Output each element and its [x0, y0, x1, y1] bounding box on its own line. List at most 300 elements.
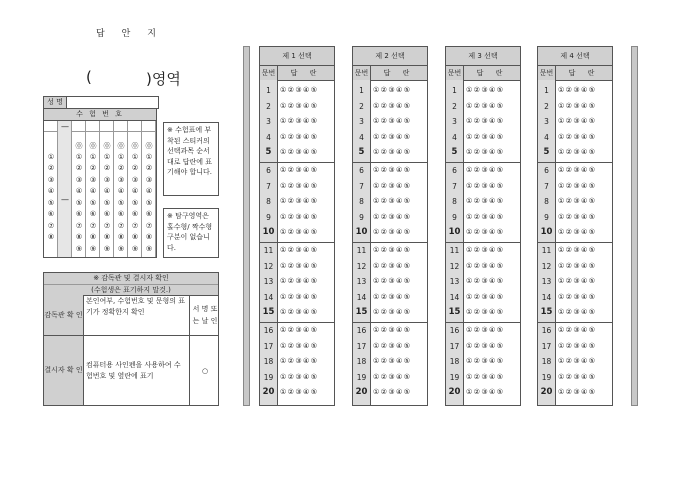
question-row: [538, 145, 612, 161]
answer-bubbles[interactable]: ①②③④⑤: [558, 132, 597, 141]
question-number: 10: [262, 227, 275, 238]
answer-bubbles[interactable]: ①②③④⑤: [280, 341, 319, 350]
question-row: [353, 194, 427, 210]
answer-bubbles[interactable]: ①②③④⑤: [280, 277, 319, 286]
answer-bubbles[interactable]: ①②③④⑤: [558, 86, 597, 94]
question-number: 10: [540, 227, 553, 238]
exam-digit-bubble[interactable]: ⑤: [89, 198, 97, 207]
answer-bubbles[interactable]: ①②③④⑤: [558, 212, 597, 221]
question-number: 18: [356, 357, 367, 367]
right-border-bar: [631, 46, 638, 406]
answer-bubbles[interactable]: ①②③④⑤: [466, 117, 505, 126]
answer-bubbles[interactable]: ①②③④⑤: [373, 101, 412, 110]
question-number: 5: [451, 147, 458, 158]
question-row: [446, 179, 520, 195]
panel-title: 제 4 선택: [538, 47, 612, 66]
question-row: [353, 179, 427, 195]
exam-digit-bubble[interactable]: ③: [89, 175, 97, 184]
sheet-title: [96, 26, 156, 39]
answer-bubbles[interactable]: ①②③④⑤: [280, 357, 319, 366]
question-row: [353, 305, 427, 321]
question-number: 3: [544, 117, 549, 127]
answer-bubbles[interactable]: ①②③④⑤: [280, 388, 319, 397]
exam-digit-bubble[interactable]: ⑦: [75, 221, 83, 230]
question-row: [538, 243, 612, 259]
answer-bubbles[interactable]: ①②③④⑤: [373, 228, 412, 237]
answer-bubbles[interactable]: ①②③④⑤: [466, 86, 505, 94]
answer-bubbles[interactable]: ①②③④⑤: [373, 181, 412, 190]
question-row: [260, 145, 334, 161]
exam-digit-bubble[interactable]: ④: [131, 187, 139, 195]
supervisor-subheader: (수험생은 표기하지 말것.): [44, 285, 218, 296]
question-row: [260, 385, 334, 401]
question-number: 6: [544, 166, 549, 175]
question-row: [538, 194, 612, 210]
question-row: [538, 163, 612, 179]
absentee-label: 결시자 확 인: [44, 336, 84, 405]
answer-panel: [537, 46, 613, 406]
answer-bubbles[interactable]: ①②③④⑤: [466, 197, 505, 206]
exam-digit-bubble[interactable]: ⑥: [117, 210, 125, 218]
question-number: 15: [355, 307, 368, 318]
answer-bubbles[interactable]: ①②③④⑤: [558, 388, 597, 397]
exam-digit-bubble[interactable]: ⑨: [131, 244, 139, 253]
exam-digit-bubble[interactable]: ①: [131, 152, 139, 161]
panel-title: 제 1 선택: [260, 47, 334, 66]
question-number: 7: [266, 181, 271, 191]
answer-bubbles[interactable]: ①②③④⑤: [373, 357, 412, 366]
question-row: [446, 370, 520, 386]
panel-title: 제 3 선택: [446, 47, 520, 66]
absentee-text: 컴퓨터용 사인펜을 사용하여 수험번호 및 옆란에 표기: [84, 336, 190, 405]
exam-digit-bubble[interactable]: ⑦: [117, 221, 125, 230]
question-number: 7: [544, 181, 549, 191]
answer-bubbles[interactable]: ①②③④⑤: [373, 341, 412, 350]
answer-bubbles[interactable]: ①②③④⑤: [373, 388, 412, 397]
exam-digit-bubble[interactable]: ⑥: [145, 210, 153, 218]
question-row: [538, 130, 612, 146]
exam-digit-bubble[interactable]: ⑥: [103, 210, 111, 218]
exam-digit-bubble[interactable]: ②: [145, 164, 153, 172]
answer-bubbles[interactable]: ①②③④⑤: [466, 357, 505, 366]
exam-digit-bubble[interactable]: ⑥: [47, 210, 55, 218]
exam-digit-bubble[interactable]: ⑤: [103, 198, 111, 207]
exam-digit-bubble[interactable]: ②: [117, 164, 125, 172]
answer-bubbles[interactable]: ①②③④⑤: [280, 117, 319, 126]
question-row: [446, 323, 520, 339]
exam-digit-bubble[interactable]: ③: [117, 175, 125, 184]
question-row: [260, 130, 334, 146]
question-number: 8: [544, 197, 549, 207]
exam-digit-bubble[interactable]: ③: [47, 175, 55, 184]
supervisor-text: 본인여부, 수험번호 및 문형의 표기가 정확한지 확인: [84, 295, 190, 335]
exam-digit-bubble[interactable]: ④: [103, 187, 111, 195]
answer-bubbles[interactable]: ①②③④⑤: [466, 292, 505, 301]
exam-digit-bubble[interactable]: ④: [145, 187, 153, 195]
question-row: [353, 354, 427, 370]
answer-bubbles[interactable]: ①②③④⑤: [373, 292, 412, 301]
question-number: 2: [266, 101, 271, 111]
question-number-header: 문번: [260, 66, 278, 80]
question-row: [353, 83, 427, 99]
answer-bubbles[interactable]: ①②③④⑤: [466, 148, 505, 157]
question-number: 8: [266, 197, 271, 207]
question-row: [260, 323, 334, 339]
question-number: 20: [262, 387, 275, 398]
exam-digit-bubble[interactable]: ⑨: [103, 244, 111, 253]
subject-label: )영역: [146, 70, 181, 88]
question-number: 3: [452, 117, 457, 127]
question-number: 9: [359, 212, 364, 222]
question-row: [446, 210, 520, 226]
question-row: [538, 210, 612, 226]
question-number: 2: [544, 101, 549, 111]
question-number: 5: [358, 147, 365, 158]
exam-digit-bubble[interactable]: ⑤: [117, 198, 125, 207]
question-number: 16: [449, 326, 460, 335]
question-number: 13: [541, 277, 552, 287]
exam-digit-bubble[interactable]: ①: [145, 152, 153, 161]
question-row: [353, 385, 427, 401]
question-row: [446, 130, 520, 146]
question-number: 9: [452, 212, 457, 222]
question-number: 16: [356, 326, 367, 335]
question-row: [538, 339, 612, 355]
exam-digit-bubble[interactable]: ⑦: [103, 221, 111, 230]
answer-bubbles[interactable]: ①②③④⑤: [558, 101, 597, 110]
answer-bubbles[interactable]: ①②③④⑤: [373, 117, 412, 126]
answer-bubbles[interactable]: ①②③④⑤: [280, 261, 319, 270]
exam-digit-bubble[interactable]: ⓪: [117, 142, 125, 150]
question-number: 18: [449, 357, 460, 367]
question-number: 1: [452, 86, 457, 95]
question-row: [260, 99, 334, 115]
exam-digit-bubble[interactable]: ⑨: [145, 244, 153, 253]
exam-digit-bubble[interactable]: ⑤: [75, 198, 83, 207]
question-row: [260, 114, 334, 130]
question-number: 3: [266, 117, 271, 127]
answer-bubbles[interactable]: ①②③④⑤: [280, 166, 319, 174]
exam-digit-bubble[interactable]: ⑦: [145, 221, 153, 230]
answer-bubbles[interactable]: ①②③④⑤: [558, 372, 597, 381]
exam-digit-bubble[interactable]: ②: [103, 164, 111, 172]
answer-bubbles[interactable]: ①②③④⑤: [466, 212, 505, 221]
answer-bubbles[interactable]: ①②③④⑤: [558, 166, 597, 174]
sticker-order-note: ※ 수험표에 부착된 스티커의 선택과목 순서대로 답란에 표기해야 합니다.: [163, 122, 219, 196]
answer-bubbles[interactable]: ①②③④⑤: [466, 166, 505, 174]
title-char: 지: [147, 29, 156, 39]
question-number: 6: [266, 166, 271, 175]
answer-bubbles[interactable]: ①②③④⑤: [373, 277, 412, 286]
answer-bubbles[interactable]: ①②③④⑤: [558, 261, 597, 270]
exam-digit-bubble[interactable]: ①: [117, 152, 125, 161]
question-number-header: 문번: [538, 66, 556, 80]
answer-bubbles[interactable]: ①②③④⑤: [558, 341, 597, 350]
exam-digit-bubble[interactable]: ⑥: [75, 210, 83, 218]
exam-digit-bubble[interactable]: ④: [117, 187, 125, 195]
answer-bubbles[interactable]: ①②③④⑤: [280, 308, 319, 317]
answer-bubbles[interactable]: ①②③④⑤: [373, 166, 412, 174]
panel-header: [353, 66, 427, 81]
exam-digit-bubble[interactable]: ⑥: [89, 210, 97, 218]
exam-digit-bubble[interactable]: ②: [75, 164, 83, 172]
answer-bubbles[interactable]: ①②③④⑤: [466, 181, 505, 190]
exam-digit-bubble[interactable]: ⑧: [47, 233, 55, 241]
exam-digit-bubble[interactable]: ⑤: [145, 198, 153, 207]
exam-digit-bubble[interactable]: ⑦: [131, 221, 139, 230]
answer-bubbles[interactable]: ①②③④⑤: [558, 148, 597, 157]
question-row: [538, 99, 612, 115]
exam-number-grid[interactable]: [43, 108, 157, 258]
panel-header: [260, 66, 334, 81]
exam-digit-bubble[interactable]: ④: [89, 187, 97, 195]
question-number: 4: [359, 132, 364, 142]
question-number: 10: [448, 227, 461, 238]
exam-digit-bubble[interactable]: ⑧: [117, 233, 125, 241]
question-row: [446, 145, 520, 161]
question-row: [353, 290, 427, 306]
question-row: [446, 339, 520, 355]
answer-bubbles[interactable]: ①②③④⑤: [558, 308, 597, 317]
answer-bubbles[interactable]: ①②③④⑤: [280, 181, 319, 190]
absentee-row: [44, 336, 218, 405]
answer-bubbles[interactable]: ①②③④⑤: [373, 308, 412, 317]
exam-digit-bubble[interactable]: ④: [75, 187, 83, 195]
question-row: [446, 354, 520, 370]
question-row: [353, 274, 427, 290]
answer-panel: [445, 46, 521, 406]
panel-header: [446, 66, 520, 81]
question-row: [353, 259, 427, 275]
answer-bubbles[interactable]: ①②③④⑤: [373, 212, 412, 221]
question-row: [353, 339, 427, 355]
supervisor-header: ※ 감독관 및 결시자 확인: [44, 273, 218, 285]
answer-bubbles[interactable]: ①②③④⑤: [373, 197, 412, 206]
answer-bubbles[interactable]: ①②③④⑤: [558, 197, 597, 206]
panel-title: 제 2 선택: [353, 47, 427, 66]
form-type-note: ※ 탐구영역은 홀수형/ 짝수형 구분이 없습니다.: [163, 208, 219, 258]
answer-bubbles[interactable]: ①②③④⑤: [558, 246, 597, 254]
answer-bubbles[interactable]: ①②③④⑤: [280, 228, 319, 237]
question-number: 18: [541, 357, 552, 367]
question-number: 2: [359, 101, 364, 111]
exam-digit-bubble[interactable]: ③: [145, 175, 153, 184]
answer-header: 답 란: [568, 69, 600, 77]
question-row: [260, 354, 334, 370]
exam-digit-bubble[interactable]: ⓪: [145, 142, 153, 150]
answer-bubbles[interactable]: ①②③④⑤: [280, 86, 319, 94]
question-row: [353, 243, 427, 259]
question-number: 1: [359, 86, 364, 95]
question-number: 17: [263, 341, 274, 351]
answer-panel: [352, 46, 428, 406]
question-number: 17: [449, 341, 460, 351]
answer-bubbles[interactable]: ①②③④⑤: [280, 292, 319, 301]
left-border-bar: [243, 46, 250, 406]
question-row: [446, 305, 520, 321]
exam-digit-bubble[interactable]: ⑧: [131, 233, 139, 241]
answer-bubbles[interactable]: ①②③④⑤: [558, 326, 597, 334]
answer-bubbles[interactable]: ①②③④⑤: [466, 308, 505, 317]
answer-bubbles[interactable]: ①②③④⑤: [373, 326, 412, 334]
exam-digit-bubble[interactable]: ⑧: [145, 233, 153, 241]
exam-digit-bubble[interactable]: ⑨: [117, 244, 125, 253]
question-number: 5: [265, 147, 272, 158]
answer-bubbles[interactable]: ①②③④⑤: [466, 277, 505, 286]
question-number: 8: [359, 197, 364, 207]
answer-bubbles[interactable]: ①②③④⑤: [466, 261, 505, 270]
answer-bubbles[interactable]: ①②③④⑤: [466, 372, 505, 381]
question-number: 12: [263, 261, 274, 271]
answer-bubbles[interactable]: ①②③④⑤: [558, 277, 597, 286]
question-number: 11: [356, 246, 367, 255]
question-number: 11: [541, 246, 552, 255]
answer-bubbles[interactable]: ①②③④⑤: [280, 101, 319, 110]
question-row: [353, 145, 427, 161]
question-row: [353, 130, 427, 146]
answer-bubbles[interactable]: ①②③④⑤: [466, 228, 505, 237]
exam-digit-bubble[interactable]: ②: [131, 164, 139, 172]
exam-digit-bubble[interactable]: ⑦: [47, 221, 55, 230]
answer-bubbles[interactable]: ①②③④⑤: [280, 148, 319, 157]
question-number: 20: [355, 387, 368, 398]
question-row: [538, 179, 612, 195]
question-number: 6: [359, 166, 364, 175]
question-row: [538, 385, 612, 401]
question-number: 11: [449, 246, 460, 255]
question-number: 17: [356, 341, 367, 351]
supervisor-confirmation: [43, 272, 219, 406]
question-row: [260, 83, 334, 99]
exam-digit-bubble[interactable]: ⑧: [103, 233, 111, 241]
exam-digit-bubble[interactable]: ⑦: [89, 221, 97, 230]
exam-digit-bubble[interactable]: ③: [131, 175, 139, 184]
question-number: 4: [544, 132, 549, 142]
exam-digit-bubble[interactable]: ⓪: [75, 142, 83, 150]
question-row: [353, 225, 427, 241]
exam-digit-bubble[interactable]: ⑨: [89, 244, 97, 253]
exam-digit-bubble[interactable]: ②: [47, 164, 55, 172]
exam-digit-bubble[interactable]: ③: [103, 175, 111, 184]
exam-digit-bubble[interactable]: ⓪: [89, 142, 97, 150]
subject-open: (: [86, 68, 92, 86]
exam-dash: —: [61, 195, 69, 204]
exam-digit-bubble[interactable]: ①: [103, 152, 111, 161]
question-number: 1: [266, 86, 271, 95]
answer-bubbles[interactable]: ①②③④⑤: [558, 181, 597, 190]
answer-bubbles[interactable]: ①②③④⑤: [558, 357, 597, 366]
exam-digit-bubble[interactable]: ⑤: [47, 198, 55, 207]
question-number: 9: [544, 212, 549, 222]
question-row: [260, 210, 334, 226]
answer-bubbles[interactable]: ①②③④⑤: [466, 388, 505, 397]
question-row: [446, 259, 520, 275]
exam-digit-bubble[interactable]: ⓪: [131, 142, 139, 150]
answer-bubbles[interactable]: ①②③④⑤: [280, 197, 319, 206]
exam-digit-bubble[interactable]: ④: [47, 187, 55, 195]
exam-digit-bubble[interactable]: ⓪: [103, 142, 111, 150]
answer-bubbles[interactable]: ①②③④⑤: [466, 326, 505, 334]
exam-digit-bubble[interactable]: ⑨: [75, 244, 83, 253]
question-row: [260, 179, 334, 195]
supervisor-row: [44, 295, 218, 336]
question-number: 14: [263, 292, 274, 302]
question-row: [353, 370, 427, 386]
exam-digit-bubble[interactable]: ⑧: [89, 233, 97, 241]
question-row: [260, 290, 334, 306]
question-row: [538, 305, 612, 321]
answer-bubbles[interactable]: ①②③④⑤: [466, 341, 505, 350]
answer-bubbles[interactable]: ①②③④⑤: [466, 246, 505, 254]
question-row: [446, 225, 520, 241]
question-row: [538, 290, 612, 306]
question-number: 3: [359, 117, 364, 127]
question-number: 7: [452, 181, 457, 191]
answer-bubbles[interactable]: ①②③④⑤: [373, 148, 412, 157]
answer-bubbles[interactable]: ①②③④⑤: [280, 246, 319, 254]
question-number: 13: [449, 277, 460, 287]
answer-bubbles[interactable]: ①②③④⑤: [558, 228, 597, 237]
exam-number-label: 수 험 번 호: [44, 109, 156, 121]
exam-digit-bubble[interactable]: ①: [89, 152, 97, 161]
question-row: [353, 163, 427, 179]
question-number: 19: [541, 372, 552, 382]
question-number-header: 문번: [353, 66, 371, 80]
panel-header: [538, 66, 612, 81]
question-number: 18: [263, 357, 274, 367]
answer-bubbles[interactable]: ①②③④⑤: [373, 372, 412, 381]
exam-digit-bubble[interactable]: ②: [89, 164, 97, 172]
answer-bubbles[interactable]: ①②③④⑤: [558, 292, 597, 301]
absentee-bubble[interactable]: ○: [201, 366, 209, 375]
answer-bubbles[interactable]: ①②③④⑤: [466, 101, 505, 110]
exam-digit-bubble[interactable]: ③: [75, 175, 83, 184]
answer-bubbles[interactable]: ①②③④⑤: [466, 132, 505, 141]
question-number: 4: [266, 132, 271, 142]
question-number-header: 문번: [446, 66, 464, 80]
question-row: [538, 370, 612, 386]
exam-digit-bubble[interactable]: ⑥: [131, 210, 139, 218]
question-row: [446, 83, 520, 99]
answer-bubbles[interactable]: ①②③④⑤: [373, 246, 412, 254]
exam-digit-bubble[interactable]: ⑧: [75, 233, 83, 241]
exam-digit-bubble[interactable]: ①: [75, 152, 83, 161]
answer-bubbles[interactable]: ①②③④⑤: [373, 132, 412, 141]
question-row: [446, 163, 520, 179]
answer-bubbles[interactable]: ①②③④⑤: [280, 372, 319, 381]
question-row: [446, 243, 520, 259]
question-row: [446, 290, 520, 306]
question-row: [260, 243, 334, 259]
answer-bubbles[interactable]: ①②③④⑤: [373, 86, 412, 94]
question-number: 9: [266, 212, 271, 222]
answer-bubbles[interactable]: ①②③④⑤: [558, 117, 597, 126]
question-row: [260, 339, 334, 355]
answer-bubbles[interactable]: ①②③④⑤: [373, 261, 412, 270]
signature-box[interactable]: 서 명 또는 날 인: [192, 305, 218, 325]
answer-bubbles[interactable]: ①②③④⑤: [280, 132, 319, 141]
supervisor-label: 감독관 확 인: [44, 295, 84, 335]
question-number: 15: [262, 307, 275, 318]
answer-bubbles[interactable]: ①②③④⑤: [280, 212, 319, 221]
question-row: [446, 274, 520, 290]
question-number: 17: [541, 341, 552, 351]
exam-digit-bubble[interactable]: ①: [47, 152, 55, 161]
answer-bubbles[interactable]: ①②③④⑤: [280, 326, 319, 334]
question-number: 12: [449, 261, 460, 271]
exam-digit-bubble[interactable]: ⑤: [131, 198, 139, 207]
question-row: [538, 114, 612, 130]
